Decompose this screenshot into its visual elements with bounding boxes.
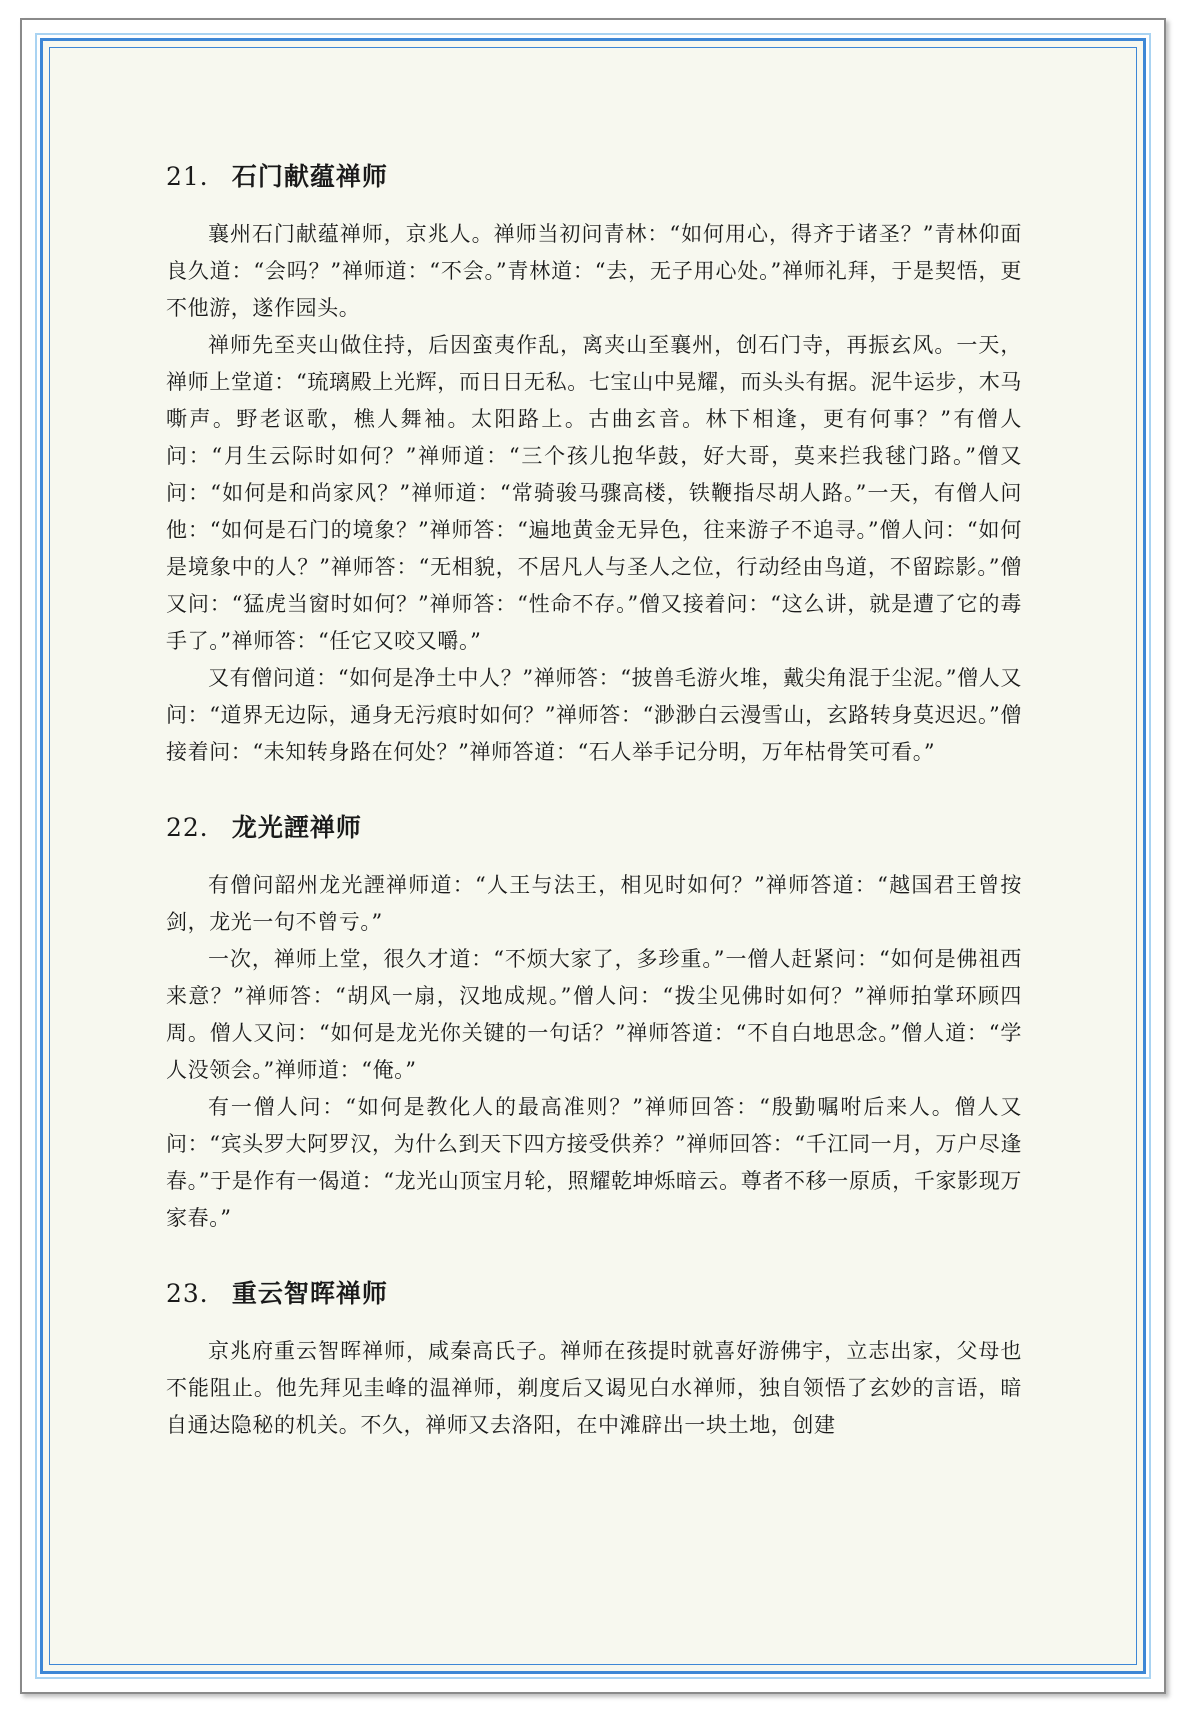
section-heading: 重云智晖禅师 xyxy=(231,1279,388,1308)
section-heading: 石门献蕴禅师 xyxy=(231,162,388,191)
section-title xyxy=(166,811,1022,845)
paragraph: 又有僧问道：“如何是净土中人？”禅师答：“披兽毛游火堆，戴尖角混于尘泥。”僧人又问：“道界无边际，通身无污痕时如何？”禅师答：“渺渺白云漫雪山，玄路转身莫迟迟。”僧接着问：“未知转身路在何处？”禅师答道：“石人举手记分明，万年枯骨笑可看。” xyxy=(166,666,1022,764)
section-title xyxy=(166,1277,1022,1311)
section-title xyxy=(166,160,1022,194)
section-23 xyxy=(166,1277,1022,1444)
section-22 xyxy=(166,811,1022,1237)
page-content xyxy=(166,160,1022,1484)
paragraph: 京兆府重云智晖禅师，咸秦高氏子。禅师在孩提时就喜好游佛宇，立志出家，父母也不能阻止。他先拜见圭峰的温禅师，剃度后又谒见白水禅师，独自领悟了玄妙的言语，暗自通达隐秘的机关。不久，禅师又去洛阳，在中滩辟出一块土地，创建 xyxy=(166,1339,1022,1437)
paragraph: 襄州石门献蕴禅师，京兆人。禅师当初问青林：“如何用心，得齐于诸圣？”青林仰面良久道：“会吗？”禅师道：“不会。”青林道：“去，无子用心处。”禅师礼拜，于是契悟，更不他游，遂作园头。 xyxy=(166,222,1022,320)
paragraph: 有一僧人问：“如何是教化人的最高准则？”禅师回答：“殷勤嘱咐后来人。僧人又问：“宾头罗大阿罗汉，为什么到天下四方接受供养？”禅师回答：“千江同一月，万户尽逢春。”于是作有一偈道：“龙光山顶宝月轮，照耀乾坤烁暗云。尊者不移一原质，千家影现万家春。” xyxy=(166,1095,1022,1230)
paragraph: 有僧问韶州龙光諲禅师道：“人王与法王，相见时如何？”禅师答道：“越国君王曾按剑，龙光一句不曾亏。” xyxy=(166,873,1022,934)
paragraph: 一次，禅师上堂，很久才道：“不烦大家了，多珍重。”一僧人赶紧问：“如何是佛祖西来意？”禅师答：“胡风一扇，汉地成规。”僧人问：“拨尘见佛时如何？”禅师拍掌环顾四周。僧人又问：“如何是龙光你关键的一句话？”禅师答道：“不自白地思念。”僧人道：“学人没领会。”禅师道：“俺。” xyxy=(166,947,1022,1082)
section-number: 22． xyxy=(166,813,226,842)
section-number: 23． xyxy=(166,1279,226,1308)
section-heading: 龙光諲禅师 xyxy=(231,813,362,842)
section-21 xyxy=(166,160,1022,771)
paragraph: 禅师先至夹山做住持，后因蛮夷作乱，离夹山至襄州，创石门寺，再振玄风。一天，禅师上堂道：“琉璃殿上光辉，而日日无私。七宝山中晃耀，而头头有据。泥牛运步，木马嘶声。野老讴歌，樵人舞袖。太阳路上。古曲玄音。林下相逢，更有何事？”有僧人问：“月生云际时如何？”禅师道：“三个孩儿抱华鼓，好大哥，莫来拦我毬门路。”僧又问：“如何是和尚家风？”禅师道：“常骑骏马骤高楼，铁鞭指尽胡人路。”一天，有僧人问他：“如何是石门的境象？”禅师答：“遍地黄金无异色，往来游子不追寻。”僧人问：“如何是境象中的人？”禅师答：“无相貌，不居凡人与圣人之位，行动经由鸟道，不留踪影。”僧又问：“猛虎当窗时如何？”禅师答：“性命不存。”僧又接着问：“这么讲，就是遭了它的毒手了。”禅师答：“任它又咬又嚼。” xyxy=(166,333,1022,653)
section-number: 21． xyxy=(166,162,226,191)
